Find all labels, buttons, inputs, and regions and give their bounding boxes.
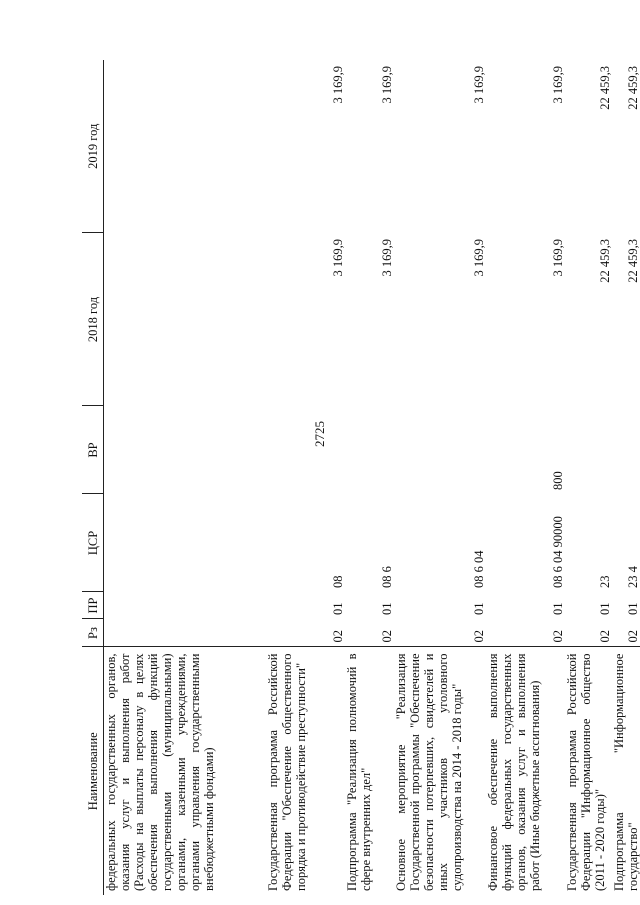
row-2019: 22 459,3 — [626, 66, 640, 110]
row-name: Государственная программа Российской Федерации "Информационное общество (2011 - 2020 годы)" — [565, 647, 612, 895]
header-2019: 2019 год — [82, 60, 104, 233]
table-row — [104, 60, 267, 895]
row-2018: 22 459,3 — [598, 239, 612, 283]
row-rz: 02 — [598, 630, 612, 643]
row-2019: 3 169,9 — [472, 66, 486, 104]
row-rz: 02 — [380, 630, 394, 643]
row-2018: 3 169,9 — [472, 239, 486, 277]
row-2018: 3 169,9 — [331, 239, 345, 277]
row-csr: 08 6 — [380, 566, 394, 588]
row-csr: 08 — [331, 575, 345, 588]
row-vr — [104, 406, 267, 494]
row-name: Подпрограмма "Информационное государство" — [612, 647, 640, 895]
row-csr: 23 4 — [626, 566, 640, 588]
row-rz: 02 — [551, 630, 565, 643]
header-vr: ВР — [82, 406, 104, 494]
budget-table-sheet — [82, 60, 640, 895]
row-vr — [612, 406, 640, 494]
row-pr: 01 — [598, 602, 612, 615]
row-2019: 22 459,3 — [598, 66, 612, 110]
row-csr: 23 — [598, 575, 612, 588]
row-2018: 22 459,3 — [626, 239, 640, 283]
row-name: федеральных государственных органов, оказания услуг и выполнения работ (Расходы на выплаты персоналу в целях обеспечения выполнения функций государственными (муниципальными) органами, казенными учреждениями, органами управления государственными внебюджетными фондами) — [104, 647, 267, 895]
table-row — [486, 60, 565, 895]
row-name: Государственная программа Российской Федерации "Обеспечение общественного порядка и противодействие преступности" — [266, 647, 345, 895]
row-pr: 01 — [331, 602, 345, 615]
header-name: Наименование — [82, 647, 104, 895]
row-vr: 800 — [551, 471, 565, 490]
row-2018: 3 169,9 — [380, 239, 394, 277]
table-row — [345, 60, 394, 895]
row-vr — [266, 406, 345, 494]
table-row — [565, 60, 612, 895]
row-vr — [394, 406, 486, 494]
row-2019: 3 169,9 — [380, 66, 394, 104]
header-pr: ПР — [82, 592, 104, 619]
row-rz — [104, 619, 267, 647]
row-pr: 01 — [380, 602, 394, 615]
row-2019: 3 169,9 — [331, 66, 345, 104]
row-rz: 02 — [626, 630, 640, 643]
header-2018: 2018 год — [82, 233, 104, 406]
row-rz: 02 — [472, 630, 486, 643]
rotated-table-container — [82, 60, 640, 895]
table-header-row — [82, 60, 104, 895]
row-2019 — [104, 60, 267, 233]
table-row — [394, 60, 486, 895]
row-pr: 01 — [472, 602, 486, 615]
row-2018: 3 169,9 — [551, 239, 565, 277]
budget-table — [82, 60, 640, 895]
row-vr — [565, 406, 612, 494]
row-csr: 08 6 04 — [472, 550, 486, 588]
row-csr: 08 6 04 90000 — [551, 516, 565, 588]
row-2019: 3 169,9 — [551, 66, 565, 104]
row-name: Основное мероприятие "Реализация Государственной программы "Обеспечение безопасности потерпевших, свидетелей и иных участников уголовного судопроизводства на 2014 - 2018 годы" — [394, 647, 486, 895]
row-name: Финансовое обеспечение выполнения функций федеральных государственных органов, оказания услуг и выполнения работ (Иные бюджетные ассигнования) — [486, 647, 565, 895]
header-csr: ЦСР — [82, 494, 104, 592]
row-pr: 01 — [551, 602, 565, 615]
row-2018 — [104, 233, 267, 406]
header-rz: Рз — [82, 619, 104, 647]
page-number: 2725 — [312, 421, 327, 447]
row-pr: 01 — [626, 602, 640, 615]
row-rz: 02 — [331, 630, 345, 643]
row-pr — [104, 592, 267, 619]
row-vr — [345, 406, 394, 494]
table-row — [612, 60, 640, 895]
row-name: Подпрограмма "Реализация полномочий в сфере внутренних дел" — [345, 647, 394, 895]
table-row — [266, 60, 345, 895]
row-csr — [104, 494, 267, 592]
